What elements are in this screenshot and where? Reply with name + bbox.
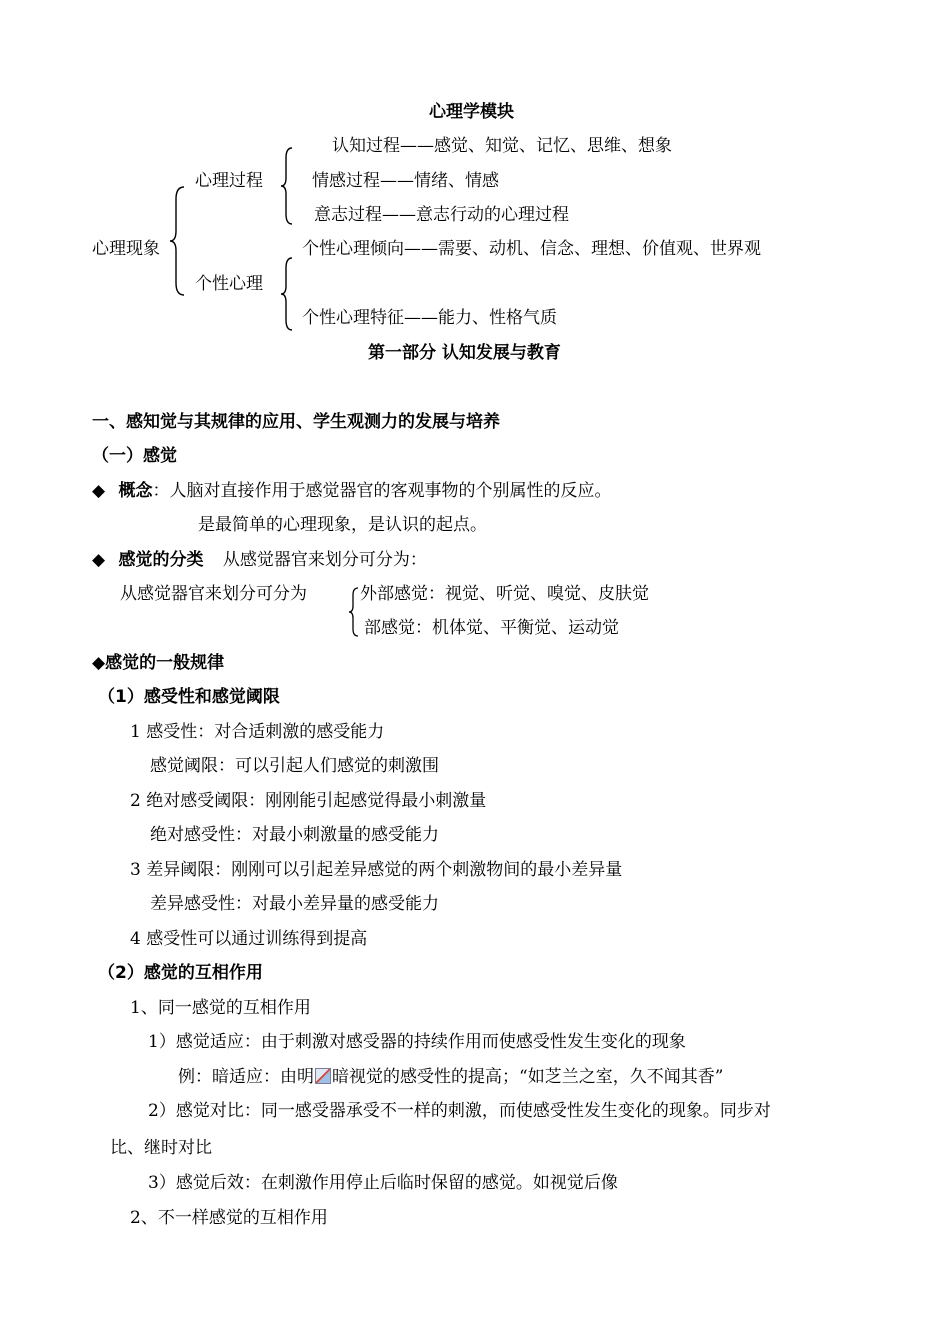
bullet-diamond: ◆ [92,481,106,501]
rule1-heading: （1）感受性和感觉阈限 [98,687,280,707]
process-label: 心理过程 [195,171,263,191]
rule2-same: 1、同一感觉的互相作用 [130,998,311,1018]
personality-label: 个性心理 [195,274,263,294]
rule2-example [178,1068,723,1086]
concept-text: ：人脑对直接作用于感觉器官的客观事物的个别属性的反应。 [152,481,612,501]
personality-brace [280,256,296,332]
classification-text: 从感觉器官来划分可分为： [222,550,427,570]
personality-item-tendency: 个性心理倾向——需要、动机、信念、理想、价值观、世界观 [302,239,761,259]
example-text-b: 暗视觉的感受性的提高；“如芝兰之室，久不闻其香” [332,1067,724,1087]
rule2-heading: （2）感觉的互相作用 [98,963,263,983]
classification-label: 感觉的分类 [118,550,204,570]
section-heading: 一、感知觉与其规律的应用、学生观测力的发展与培养 [92,412,500,432]
rule1-line: 1 感受性：对合适刺激的感受能力 [130,722,385,742]
process-item-will: 意志过程——意志行动的心理过程 [314,205,569,225]
classification-sublabel: 从感觉器官来划分可分为 [120,584,307,604]
rules-heading: ◆感觉的一般规律 [92,653,225,673]
bullet-diamond: ◆ [92,550,106,570]
page-title: 心理学模块 [429,102,514,122]
classification-brace [348,586,360,638]
rule2-different: 2、不一样感觉的互相作用 [130,1208,328,1228]
rule2-contrast-cont: 比、继时对比 [110,1138,212,1158]
rule2-contrast: 2）感觉对比：同一感受器承受不一样的刺激，而使感受性发生变化的现象。同步对 [148,1101,771,1121]
rule1-line: 4 感受性可以通过训练得到提高 [130,929,368,949]
process-item-emotion: 情感过程——情绪、情感 [312,171,499,191]
subsection-sensation: （一）感觉 [92,446,177,466]
root-brace [170,185,190,297]
rule1-line: 绝对感受性：对最小刺激量的感受能力 [150,825,439,845]
concept-label: 概念 [118,481,153,501]
rule2-after: 3）感觉后效：在刺激作用停止后临时保留的感觉。如视觉后像 [148,1173,618,1193]
personality-item-traits: 个性心理特征——能力、性格气质 [302,308,557,328]
example-text-a: 例：暗适应：由明 [178,1067,314,1087]
diagram-root: 心理现象 [92,239,160,259]
classification-item-internal: 部感觉：机体觉、平衡觉、运动觉 [364,618,619,638]
process-brace [280,146,296,226]
rule1-line: 感觉阈限：可以引起人们感觉的刺激围 [150,756,439,776]
concept-line-2: 是最简单的心理现象，是认识的起点。 [198,515,487,535]
concept-line [92,483,611,500]
classification-line [92,552,427,569]
broken-image-icon [315,1068,331,1084]
rule1-line: 2 绝对感受阈限：刚刚能引起感觉得最小刺激量 [130,791,487,811]
classification-item-external: 外部感觉：视觉、听觉、嗅觉、皮肤觉 [360,584,649,604]
part-title: 第一部分 认知发展与教育 [368,343,561,363]
rule1-line: 3 差异阈限：刚刚可以引起差异感觉的两个刺激物间的最小差异量 [130,860,623,880]
rule2-adapt: 1）感觉适应：由于刺激对感受器的持续作用而使感受性发生变化的现象 [148,1032,686,1052]
process-item-cognition: 认知过程——感觉、知觉、记忆、思维、想象 [332,136,672,156]
rule1-line: 差异感受性：对最小差异量的感受能力 [150,894,439,914]
